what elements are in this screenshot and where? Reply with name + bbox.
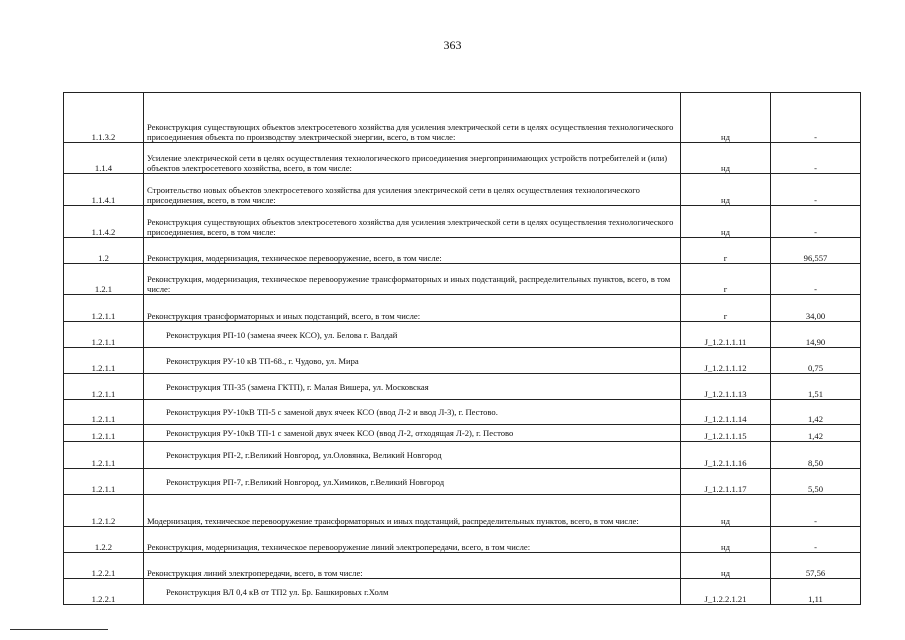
table-row bbox=[64, 495, 861, 527]
row-value: 1,42 bbox=[771, 425, 861, 442]
row-name: Реконструкция, модернизация, техническое перевооружение трансформаторных и иных подстанций, распределительных пунктов, всего, в том числе: bbox=[144, 264, 681, 295]
row-number: 1.2.2.1 bbox=[64, 579, 144, 605]
row-name: Реконструкция РУ-10кВ ТП-1 с заменой двух ячеек КСО (ввод Л-2, отходящая Л-2), г. Пестово bbox=[144, 425, 681, 442]
row-number: 1.2.1.2 bbox=[64, 495, 144, 527]
table-row bbox=[64, 527, 861, 553]
row-code: нд bbox=[681, 495, 771, 527]
row-name: Реконструкция, модернизация, техническое перевооружение линий электропередачи, всего, в том числе: bbox=[144, 527, 681, 553]
table-row bbox=[64, 553, 861, 579]
row-code: нд bbox=[681, 143, 771, 174]
table-row bbox=[64, 425, 861, 442]
row-value: 14,90 bbox=[771, 322, 861, 348]
table-row bbox=[64, 469, 861, 495]
page-number: 363 bbox=[443, 38, 462, 52]
table-row bbox=[64, 374, 861, 400]
row-code: J_1.2.1.1.17 bbox=[681, 469, 771, 495]
row-name: Строительство новых объектов электросетевого хозяйства для усиления электрической сети в целях осуществления технологического присоединения, всего, в том числе: bbox=[144, 174, 681, 206]
row-code: J_1.2.1.1.15 bbox=[681, 425, 771, 442]
table-row bbox=[64, 206, 861, 238]
row-name: Реконструкция существующих объектов электросетевого хозяйства для усиления электрической сети в целях осуществления технологического присоединения объекта по производству электрической энергии, всего, в том числе: bbox=[144, 93, 681, 143]
row-value: 1,42 bbox=[771, 400, 861, 425]
row-number: 1.2.2.1 bbox=[64, 553, 144, 579]
row-name: Реконструкция РП-10 (замена ячеек КСО), ул. Белова г. Валдай bbox=[144, 322, 681, 348]
row-value: 5,50 bbox=[771, 469, 861, 495]
row-number: 1.2.1.1 bbox=[64, 442, 144, 469]
row-number: 1.1.4.2 bbox=[64, 206, 144, 238]
table-row bbox=[64, 442, 861, 469]
row-code: г bbox=[681, 238, 771, 264]
row-code: J_1.2.1.1.16 bbox=[681, 442, 771, 469]
row-value: 0,75 bbox=[771, 348, 861, 374]
row-code: г bbox=[681, 264, 771, 295]
row-code: нд bbox=[681, 553, 771, 579]
row-number: 1.2.2 bbox=[64, 527, 144, 553]
row-number: 1.2.1.1 bbox=[64, 400, 144, 425]
row-value: 96,557 bbox=[771, 238, 861, 264]
row-value: 57,56 bbox=[771, 553, 861, 579]
table-row bbox=[64, 579, 861, 605]
table-row bbox=[64, 322, 861, 348]
row-value: 34,00 bbox=[771, 295, 861, 322]
row-value: - bbox=[771, 93, 861, 143]
row-name: Реконструкция РУ-10 кВ ТП-68., г. Чудово, ул. Мира bbox=[144, 348, 681, 374]
row-code: J_1.2.2.1.21 bbox=[681, 579, 771, 605]
row-number: 1.2 bbox=[64, 238, 144, 264]
table-row bbox=[64, 264, 861, 295]
row-number: 1.1.3.2 bbox=[64, 93, 144, 143]
row-name: Реконструкция РП-2, г.Великий Новгород, ул.Оловянка, Великий Новгород bbox=[144, 442, 681, 469]
row-number: 1.2.1.1 bbox=[64, 348, 144, 374]
row-value: - bbox=[771, 174, 861, 206]
row-number: 1.2.1.1 bbox=[64, 322, 144, 348]
row-number: 1.2.1.1 bbox=[64, 425, 144, 442]
table-row bbox=[64, 238, 861, 264]
table-row bbox=[64, 295, 861, 322]
row-number: 1.1.4 bbox=[64, 143, 144, 174]
row-name: Реконструкция, модернизация, техническое перевооружение, всего, в том числе: bbox=[144, 238, 681, 264]
table-row bbox=[64, 143, 861, 174]
table-row bbox=[64, 93, 861, 143]
table-row bbox=[64, 400, 861, 425]
table-row bbox=[64, 174, 861, 206]
row-name: Реконструкция линий электропередачи, всего, в том числе: bbox=[144, 553, 681, 579]
footnote-separator bbox=[10, 629, 108, 630]
row-code: нд bbox=[681, 527, 771, 553]
row-code: нд bbox=[681, 206, 771, 238]
row-code: г bbox=[681, 295, 771, 322]
row-code: J_1.2.1.1.14 bbox=[681, 400, 771, 425]
row-number: 1.2.1 bbox=[64, 264, 144, 295]
row-code: J_1.2.1.1.11 bbox=[681, 322, 771, 348]
row-name: Реконструкция существующих объектов электросетевого хозяйства для усиления электрической сети в целях осуществления технологического присоединения, всего, в том числе: bbox=[144, 206, 681, 238]
row-name: Реконструкция ТП-35 (замена ГКТП), г. Малая Вишера, ул. Московская bbox=[144, 374, 681, 400]
row-name: Реконструкция ВЛ 0,4 кВ от ТП2 ул. Бр. Башкировых г.Холм bbox=[144, 579, 681, 605]
row-number: 1.2.1.1 bbox=[64, 295, 144, 322]
row-value: 8,50 bbox=[771, 442, 861, 469]
row-value: - bbox=[771, 495, 861, 527]
row-value: 1,11 bbox=[771, 579, 861, 605]
row-name: Реконструкция трансформаторных и иных подстанций, всего, в том числе: bbox=[144, 295, 681, 322]
row-name: Реконструкция РП-7, г.Великий Новгород, ул.Химиков, г.Великий Новгород bbox=[144, 469, 681, 495]
row-value: - bbox=[771, 206, 861, 238]
investment-program-table bbox=[63, 92, 861, 605]
row-number: 1.1.4.1 bbox=[64, 174, 144, 206]
row-value: 1,51 bbox=[771, 374, 861, 400]
row-number: 1.2.1.1 bbox=[64, 469, 144, 495]
row-code: нд bbox=[681, 93, 771, 143]
row-code: нд bbox=[681, 174, 771, 206]
row-code: J_1.2.1.1.12 bbox=[681, 348, 771, 374]
row-number: 1.2.1.1 bbox=[64, 374, 144, 400]
row-value: - bbox=[771, 143, 861, 174]
row-value: - bbox=[771, 264, 861, 295]
row-name: Модернизация, техническое перевооружение трансформаторных и иных подстанций, распределительных пунктов, всего, в том числе: bbox=[144, 495, 681, 527]
row-name: Усиление электрической сети в целях осуществления технологического присоединения энергопринимающих устройств потребителей и (или) объектов электросетевого хозяйства, всего, в том числе: bbox=[144, 143, 681, 174]
row-value: - bbox=[771, 527, 861, 553]
row-code: J_1.2.1.1.13 bbox=[681, 374, 771, 400]
table-row bbox=[64, 348, 861, 374]
row-name: Реконструкция РУ-10кВ ТП-5 с заменой двух ячеек КСО (ввод Л-2 и ввод Л-3), г. Пестово. bbox=[144, 400, 681, 425]
